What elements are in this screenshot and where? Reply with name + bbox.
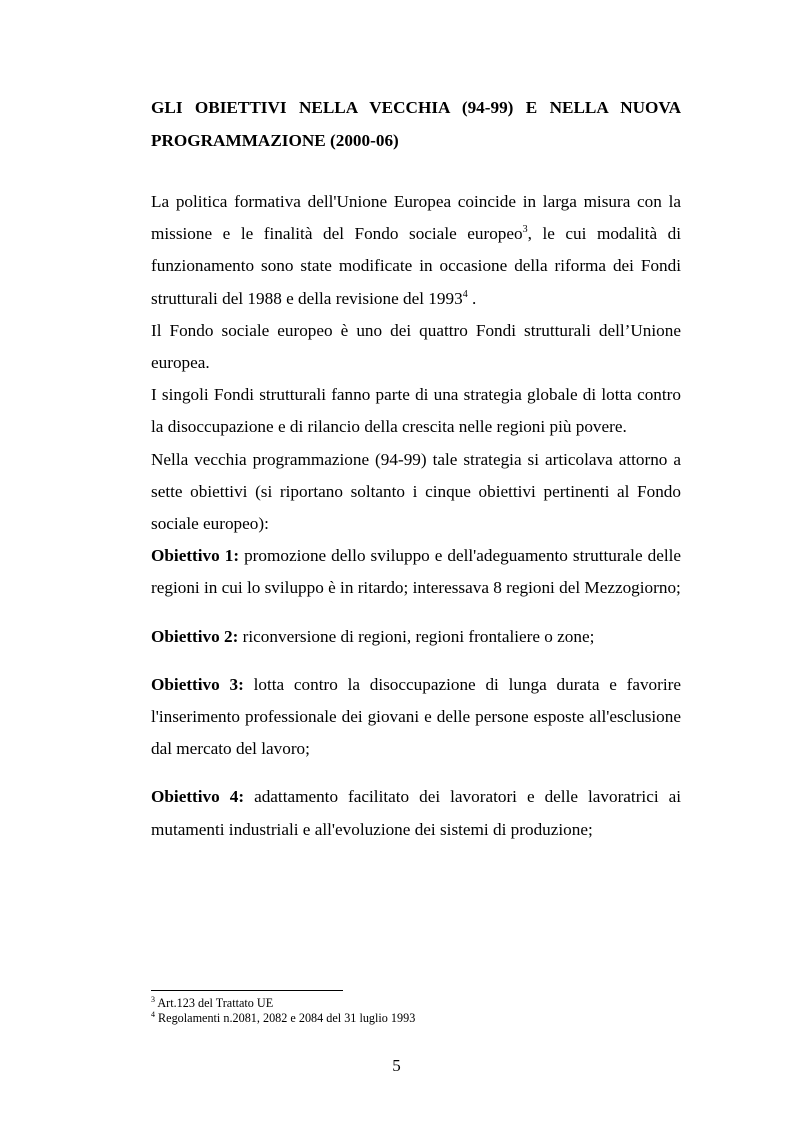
paragraph-4: Nella vecchia programmazione (94-99) tale strategia si articolava attorno a sette obiettivi (si riportano soltanto i cinque obiettivi pertinenti al Fondo sociale europeo): [151, 449, 681, 534]
objective-3-label: Obiettivo 3: [151, 674, 244, 694]
footnote-ref-4: 4 [462, 288, 468, 300]
paragraph-1 [151, 186, 681, 315]
objective-2 [151, 621, 681, 653]
page-number: 5 [392, 1056, 401, 1075]
main-text [151, 186, 681, 846]
page-title: GLI OBIETTIVI NELLA VECCHIA (94-99) E NELLA NUOVA PROGRAMMAZIONE (2000-06) [151, 98, 681, 150]
paragraph-1-text-c: . [467, 288, 477, 308]
paragraph-2: Il Fondo sociale europeo è uno dei quattro Fondi strutturali dell’Unione europea. [151, 320, 681, 373]
paragraph-1-text-b: , le cui modalità di funzionamento sono state modificate in occasione della riforma dei Fondi strutturali del 1988 e della revisione del 1993 [151, 224, 681, 308]
objective-1-label: Obiettivo 1: [151, 546, 240, 566]
footnote-4-number: 4 [151, 1009, 155, 1019]
objective-1 [151, 540, 681, 604]
objective-2-label: Obiettivo 2: [151, 626, 239, 646]
footnote-separator [151, 990, 343, 991]
objective-3 [151, 669, 681, 766]
objective-2-text: riconversione di regioni, regioni frontaliere o zone; [238, 626, 595, 646]
paragraph-1-text-a: La politica formativa dell'Unione Europea coincide in larga misura con la missione e le finalità del Fondo sociale europeo [151, 192, 681, 244]
objective-4-text: adattamento facilitato dei lavoratori e delle lavoratrici ai mutamenti industriali e all'evoluzione dei sistemi di produzione; [151, 787, 681, 839]
paragraph-3: I singoli Fondi strutturali fanno parte di una strategia globale di lotta contro la disoccupazione e di rilancio della crescita nelle regioni più povere. [151, 385, 681, 437]
objective-3-text: lotta contro la disoccupazione di lunga durata e favorire l'inserimento professionale dei giovani e delle persone esposte all'esclusione dal mercato del lavoro; [151, 674, 681, 759]
objective-4-label: Obiettivo 4: [151, 787, 245, 807]
footnotes [151, 996, 415, 1025]
objective-4 [151, 781, 681, 845]
objective-1-text: promozione dello sviluppo e dell'adeguamento strutturale delle regioni in cui lo sviluppo è in ritardo; interessava 8 regioni del Mezzogiorno; [151, 546, 681, 598]
footnote-3-text: Art.123 del Trattato UE [155, 996, 274, 1010]
footnote-3-number: 3 [151, 995, 155, 1004]
footnote-3 [151, 996, 415, 1011]
footnote-4-text: Regolamenti n.2081, 2082 e 2084 del 31 luglio 1993 [155, 1010, 416, 1025]
footnote-4 [151, 1011, 415, 1026]
footnote-ref-3: 3 [522, 224, 528, 236]
